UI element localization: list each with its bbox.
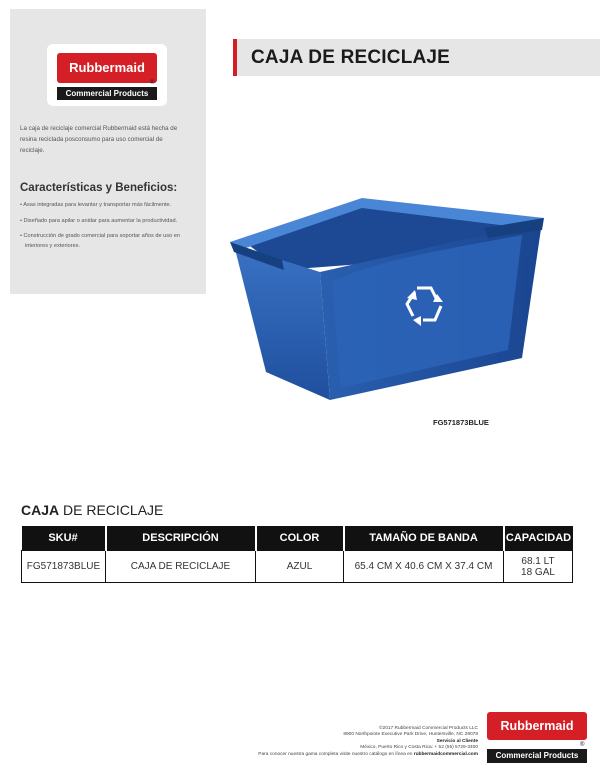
logo-subtitle: Commercial Products <box>57 87 157 100</box>
footer-catalog <box>200 752 478 758</box>
header-capacity: CAPACIDAD <box>504 526 573 551</box>
cell-sku: FG571873BLUE <box>22 551 106 583</box>
section-heading-bold: CAJA <box>21 502 60 518</box>
header-size: TAMAÑO DE BANDA <box>344 526 504 551</box>
section-heading-rest: DE RECICLAJE <box>59 502 164 518</box>
logo-registered-mark: ® <box>150 80 155 86</box>
table-row <box>22 551 573 583</box>
footer-phone: México, Puerto Rico y Costa Rica: + 52 (55) 5729-3400 <box>360 745 478 751</box>
footer-copyright: ©2017 Rubbermaid Commercial Products LLC <box>379 726 478 731</box>
feature-item: • Construcción de grado comercial para soportar años de uso en interiores y exteriores. <box>20 232 185 251</box>
cell-description: CAJA DE RECICLAJE <box>106 551 256 583</box>
footer-brand-logo <box>487 712 587 766</box>
logo-wordmark: Rubbermaid <box>57 53 157 83</box>
footer-catalog-text: Para conocer nuestra gama completa visite nuestro catálogo en línea en <box>258 751 414 757</box>
intro-text: La caja de reciclaje comercial Rubbermaid está hecha de resina reciclada posconsumo para uso comercial de reciclaje. <box>20 125 178 154</box>
feature-item: • Diseñado para apilar o anidar para aumentar la productividad. <box>20 217 185 227</box>
feature-item: • Asas integradas para levantar y transportar más fácilmente. <box>20 201 185 211</box>
recycling-bin-image <box>222 190 552 415</box>
brand-logo <box>47 44 167 106</box>
section-heading <box>21 502 163 518</box>
features-title: Características y Beneficios: <box>20 182 178 194</box>
footer-info <box>200 726 478 758</box>
header-description: DESCRIPCIÓN <box>106 526 256 551</box>
header-sku: SKU# <box>22 526 106 551</box>
page-title: CAJA DE RECICLAJE <box>251 47 451 68</box>
cell-capacity <box>504 551 573 583</box>
cell-size: 65.4 CM X 40.6 CM X 37.4 CM <box>344 551 504 583</box>
table-header-row <box>22 526 573 551</box>
title-bar <box>233 39 600 76</box>
features-list <box>20 201 185 257</box>
footer-logo-wordmark: Rubbermaid <box>487 712 587 740</box>
footer-address: 8900 Northpointe Executive Park Drive, Huntersville, NC 28078 <box>343 732 478 738</box>
image-caption: FG571873BLUE <box>433 418 489 427</box>
spec-table <box>21 526 573 583</box>
footer-logo-registered-mark: ® <box>580 742 585 748</box>
header-color: COLOR <box>256 526 344 551</box>
capacity-liters: 68.1 LT <box>521 555 555 567</box>
capacity-gallons: 18 GAL <box>521 566 555 578</box>
footer-service: Servicio al Cliente <box>436 738 478 744</box>
footer-catalog-link[interactable]: rubbermaidcommercial.com <box>413 751 478 757</box>
cell-color: AZUL <box>256 551 344 583</box>
footer-logo-subtitle: Commercial Products <box>487 749 587 763</box>
